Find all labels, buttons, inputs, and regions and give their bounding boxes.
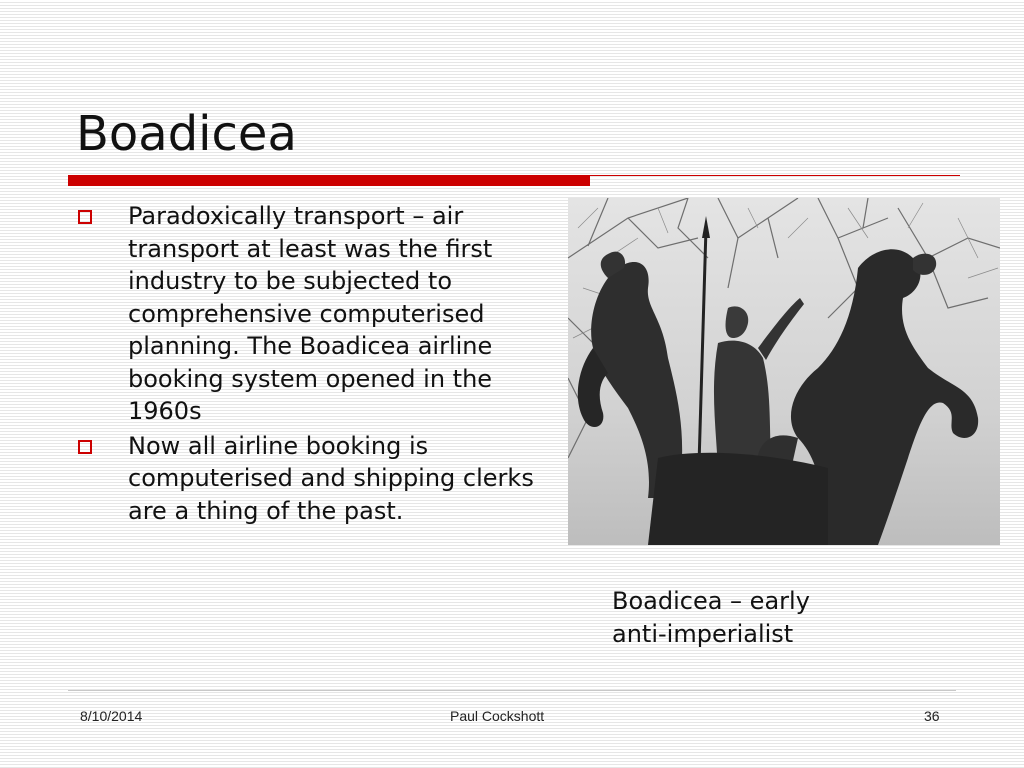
- bullet-text: Now all airline booking is computerised and shipping clerks are a thing of the past.: [128, 431, 534, 525]
- title-underline-thin: [590, 175, 960, 176]
- bullet-list: [76, 200, 546, 529]
- footer-author: Paul Cockshott: [450, 708, 545, 724]
- photo-caption: [612, 585, 810, 651]
- title-underline-accent: [68, 175, 590, 186]
- bullet-item: [76, 430, 546, 528]
- footer-date: 8/10/2014: [80, 708, 143, 724]
- boadicea-statue-photo: [568, 198, 1000, 545]
- photo-caption-line: anti-imperialist: [612, 620, 794, 648]
- slide-title: Boadicea: [76, 106, 297, 162]
- footer-page-number: 36: [924, 708, 940, 724]
- hollow-square-bullet-icon: [78, 440, 92, 454]
- hollow-square-bullet-icon: [78, 210, 92, 224]
- photo-caption-line: Boadicea – early: [612, 587, 810, 615]
- bullet-text: Paradoxically transport – air transport at least was the first industry to be subjected to comprehensive computerised planning. The Boadicea airline booking system opened in the 1960s: [128, 202, 493, 425]
- bullet-item: [76, 200, 546, 428]
- footer-divider: [68, 690, 956, 691]
